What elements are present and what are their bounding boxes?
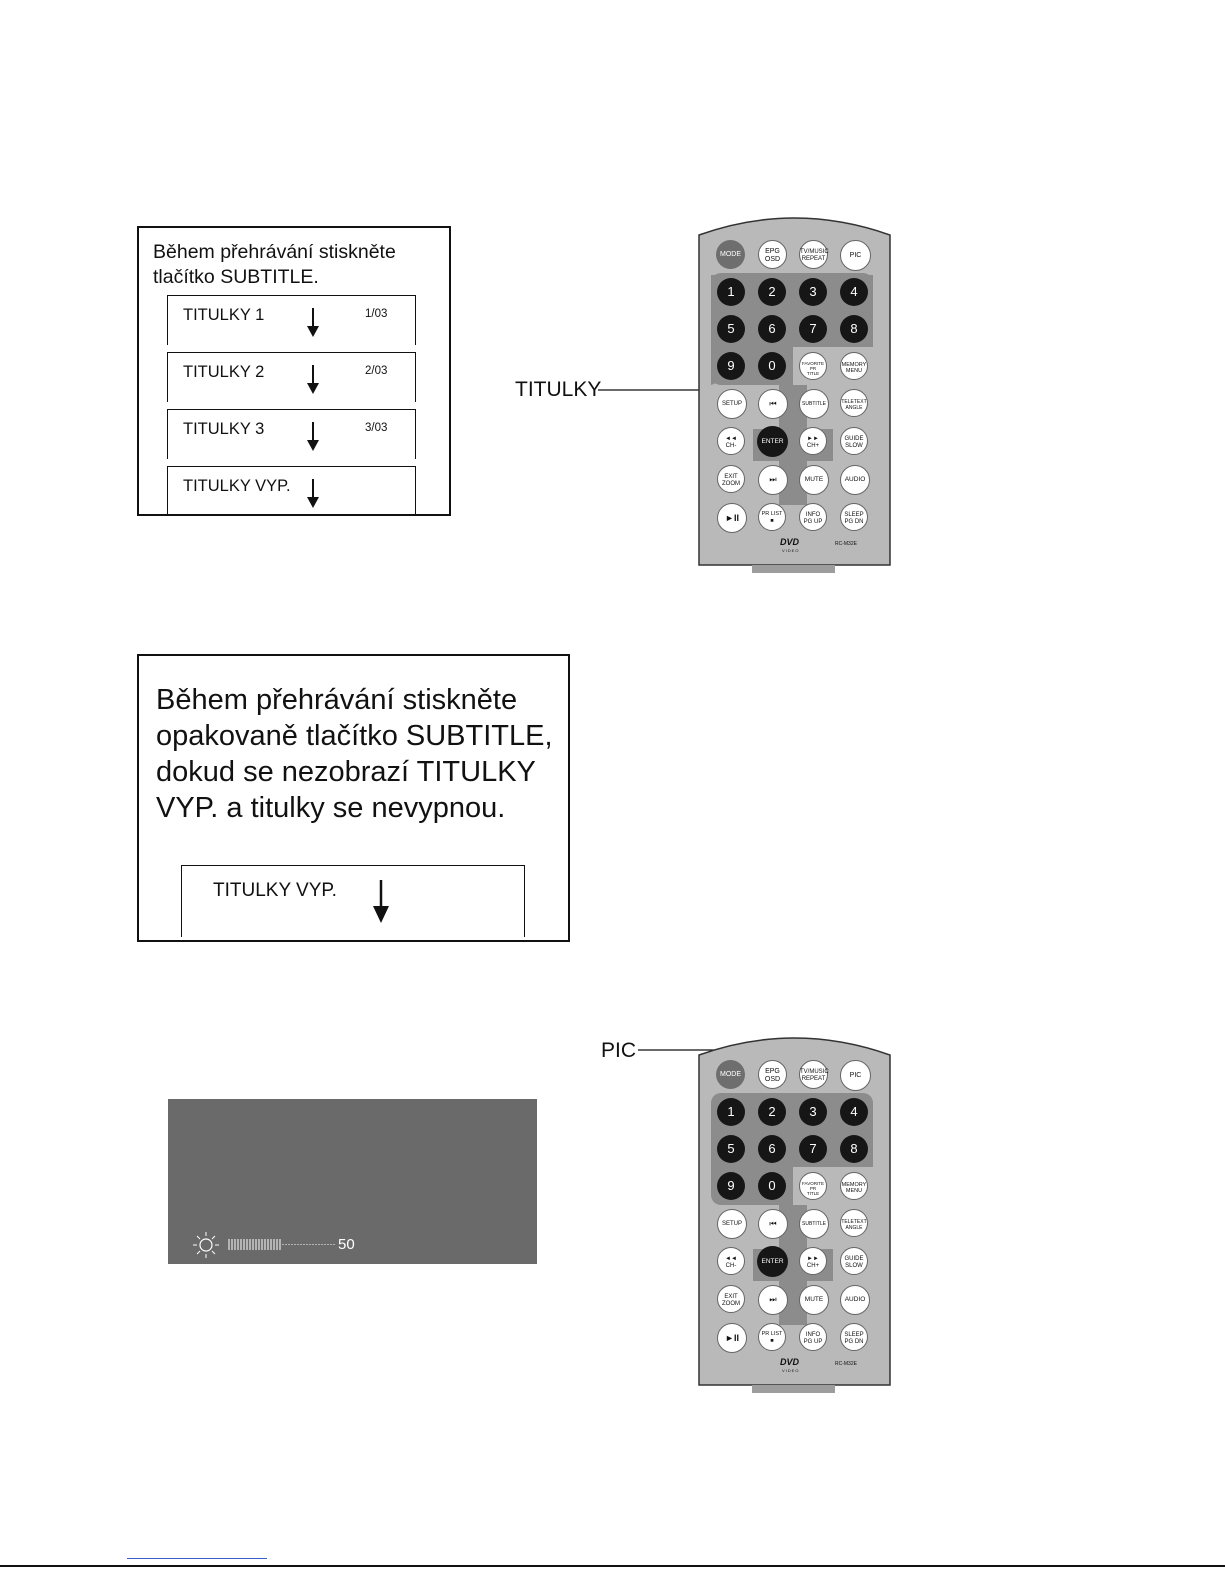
instruction-text: Během přehrávání stiskněte opakovaně tlačítko SUBTITLE, dokud se nezobrazí TITULKY VYP. a titulky se nevypnou.	[156, 684, 553, 824]
stop-icon: ■	[770, 1338, 774, 1344]
digit-5-button[interactable]: 5	[717, 1135, 745, 1163]
callout-pic: PIC	[601, 1039, 637, 1062]
digit-0-button[interactable]: 0	[758, 1172, 786, 1200]
exit-zoom-button[interactable]: EXIT ZOOM	[717, 465, 745, 493]
play-pause-button[interactable]: ►II	[717, 503, 747, 533]
arrow-down-icon	[306, 422, 320, 452]
model-number: RC-M32E	[835, 1361, 857, 1367]
dvd-logo-sub: VIDEO	[782, 1368, 800, 1373]
subtitle-count: 3/03	[365, 422, 388, 434]
model-number: RC-M32E	[835, 541, 857, 547]
subtitle-label: TITULKY 1	[183, 306, 265, 324]
info-pgup-button[interactable]: INFO PG UP	[799, 1323, 827, 1351]
enter-button[interactable]: ENTER	[757, 1246, 788, 1277]
subtitle-row	[167, 409, 416, 459]
brightness-level-bar	[228, 1239, 336, 1251]
memory-menu-button[interactable]: MEMORY MENU	[840, 1172, 868, 1200]
digit-0-button[interactable]: 0	[758, 352, 786, 380]
intro-text: Během přehrávání stiskněte tlačítko SUBTITLE.	[153, 241, 396, 288]
subtitle-count: 1/03	[365, 308, 388, 320]
subtitle-label: TITULKY 3	[183, 420, 265, 438]
digit-4-button[interactable]: 4	[840, 1098, 868, 1126]
favorite-button[interactable]: FAVORITE PR TITLE	[799, 352, 827, 380]
subtitle-button[interactable]: SUBTITLE	[799, 1209, 829, 1239]
exit-zoom-button[interactable]: EXIT ZOOM	[717, 1285, 745, 1313]
next-icon[interactable]: ⏭	[758, 465, 788, 495]
digit-1-button[interactable]: 1	[717, 1098, 745, 1126]
ch-minus-button[interactable]: ◄◄ CH-	[717, 1247, 745, 1275]
subtitle-off-panel	[137, 654, 570, 942]
rewind-icon: ◄◄	[725, 1256, 737, 1262]
arrow-down-icon	[306, 479, 320, 509]
ch-plus-button[interactable]: ►► CH+	[799, 427, 827, 455]
mode-button[interactable]: MODE	[716, 1060, 745, 1089]
digit-8-button[interactable]: 8	[840, 315, 868, 343]
setup-button[interactable]: SETUP	[717, 1209, 747, 1239]
sleep-pgdn-button[interactable]: SLEEP PG DN	[840, 1323, 868, 1351]
digit-2-button[interactable]: 2	[758, 278, 786, 306]
favorite-button[interactable]: FAVORITE PR TITLE	[799, 1172, 827, 1200]
digit-7-button[interactable]: 7	[799, 1135, 827, 1163]
footer-link-underline	[127, 1558, 267, 1559]
digit-7-button[interactable]: 7	[799, 315, 827, 343]
brightness-icon	[192, 1231, 220, 1259]
guide-slow-button[interactable]: GUIDE SLOW	[840, 427, 868, 455]
digit-9-button[interactable]: 9	[717, 1172, 745, 1200]
subtitle-count: 2/03	[365, 365, 388, 377]
pic-button[interactable]: PIC	[840, 240, 871, 271]
next-icon[interactable]: ⏭	[758, 1285, 788, 1315]
arrow-down-icon	[371, 880, 391, 924]
teletext-angle-button[interactable]: TELETEXT ANGLE	[840, 389, 868, 417]
setup-button[interactable]: SETUP	[717, 389, 747, 419]
mute-button[interactable]: MUTE	[799, 465, 829, 495]
epg-osd-button[interactable]: EPG OSD	[758, 1060, 787, 1089]
subtitle-off-row	[181, 865, 525, 937]
pr-list-stop-button[interactable]: PR LIST ■	[758, 503, 786, 531]
audio-button[interactable]: AUDIO	[840, 1285, 870, 1315]
subtitle-label: TITULKY 2	[183, 363, 265, 381]
subtitle-selection-panel	[137, 226, 451, 516]
prev-icon[interactable]: ⏮	[758, 1209, 788, 1239]
tv-screen	[168, 1099, 537, 1264]
page-bottom-rule	[0, 1565, 1225, 1567]
subtitle-label: TITULKY VYP.	[183, 477, 291, 495]
remote-control	[697, 1027, 892, 1402]
digit-3-button[interactable]: 3	[799, 278, 827, 306]
tv-music-repeat-button[interactable]: TV/MUSIC REPEAT	[799, 240, 828, 269]
mode-button[interactable]: MODE	[716, 240, 745, 269]
digit-5-button[interactable]: 5	[717, 315, 745, 343]
digit-4-button[interactable]: 4	[840, 278, 868, 306]
digit-8-button[interactable]: 8	[840, 1135, 868, 1163]
info-pgup-button[interactable]: INFO PG UP	[799, 503, 827, 531]
digit-2-button[interactable]: 2	[758, 1098, 786, 1126]
fast-forward-icon: ►►	[807, 1256, 819, 1262]
audio-button[interactable]: AUDIO	[840, 465, 870, 495]
mute-button[interactable]: MUTE	[799, 1285, 829, 1315]
arrow-down-icon	[306, 308, 320, 338]
memory-menu-button[interactable]: MEMORY MENU	[840, 352, 868, 380]
digit-3-button[interactable]: 3	[799, 1098, 827, 1126]
epg-osd-button[interactable]: EPG OSD	[758, 240, 787, 269]
pr-list-stop-button[interactable]: PR LIST ■	[758, 1323, 786, 1351]
subtitle-button[interactable]: SUBTITLE	[799, 389, 829, 419]
callout-titulky: TITULKY	[515, 378, 602, 401]
guide-slow-button[interactable]: GUIDE SLOW	[840, 1247, 868, 1275]
dvd-logo: DVD	[780, 537, 800, 547]
digit-9-button[interactable]: 9	[717, 352, 745, 380]
fast-forward-icon: ►►	[807, 436, 819, 442]
subtitle-row	[167, 295, 416, 345]
arrow-down-icon	[306, 365, 320, 395]
enter-button[interactable]: ENTER	[757, 426, 788, 457]
subtitle-off-label: TITULKY VYP.	[213, 880, 337, 901]
stop-icon: ■	[770, 518, 774, 524]
pic-button[interactable]: PIC	[840, 1060, 871, 1091]
sleep-pgdn-button[interactable]: SLEEP PG DN	[840, 503, 868, 531]
ch-plus-button[interactable]: ►► CH+	[799, 1247, 827, 1275]
digit-1-button[interactable]: 1	[717, 278, 745, 306]
digit-6-button[interactable]: 6	[758, 315, 786, 343]
dvd-logo: DVD	[780, 1357, 800, 1367]
subtitle-row	[167, 352, 416, 402]
play-pause-button[interactable]: ►II	[717, 1323, 747, 1353]
remote-control	[697, 207, 892, 582]
brightness-value: 50	[338, 1236, 355, 1253]
subtitle-row	[167, 466, 416, 516]
digit-6-button[interactable]: 6	[758, 1135, 786, 1163]
teletext-angle-button[interactable]: TELETEXT ANGLE	[840, 1209, 868, 1237]
ch-minus-button[interactable]: ◄◄ CH-	[717, 427, 745, 455]
rewind-icon: ◄◄	[725, 436, 737, 442]
dvd-logo-sub: VIDEO	[782, 548, 800, 553]
prev-icon[interactable]: ⏮	[758, 389, 788, 419]
tv-music-repeat-button[interactable]: TV/MUSIC REPEAT	[799, 1060, 828, 1089]
